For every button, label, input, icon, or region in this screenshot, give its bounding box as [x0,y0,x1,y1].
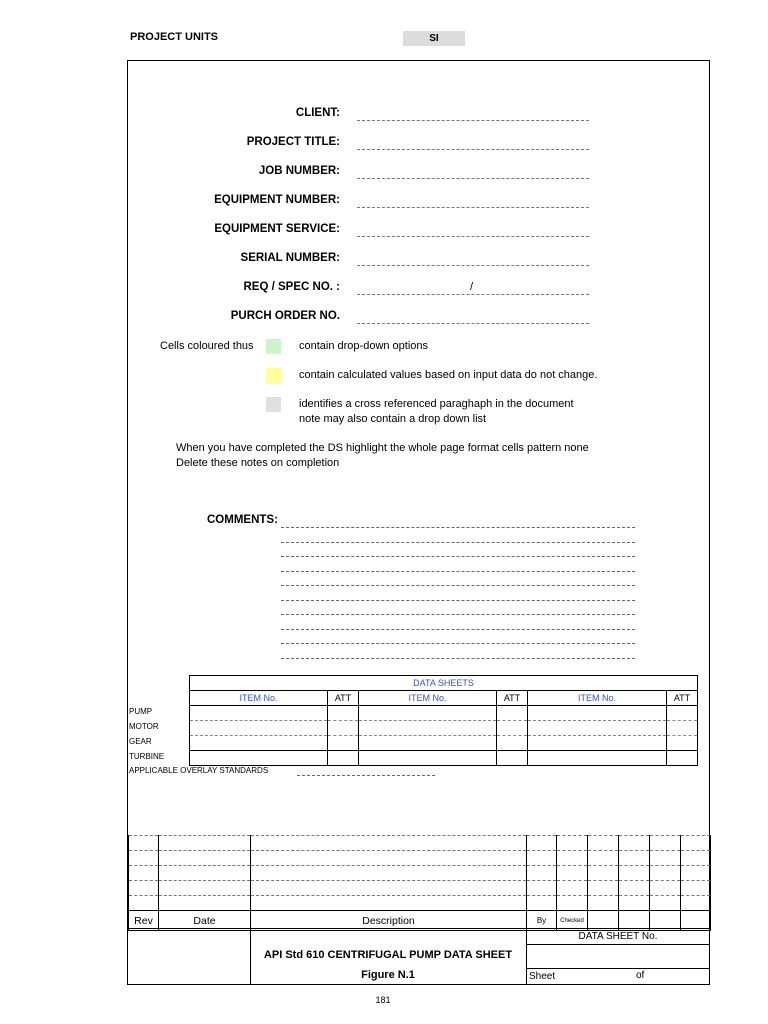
purch-order-label: PURCH ORDER NO. [230,310,340,322]
cell[interactable] [619,881,650,896]
comment-line[interactable] [281,585,635,586]
comment-line[interactable] [281,556,635,557]
serial-number-field[interactable] [357,265,589,266]
gear-row [190,736,698,751]
data-sheet-no-label: DATA SHEET No. [578,931,658,942]
data-sheets-table [189,675,698,766]
cell[interactable] [251,881,527,896]
req-spec-field[interactable] [357,294,589,295]
crossref-swatch [266,397,281,412]
gear-label: GEAR [129,737,152,746]
cell[interactable] [588,881,619,896]
cell[interactable] [190,706,328,721]
cell[interactable] [527,881,557,896]
cell[interactable] [557,896,588,911]
equipment-service-field[interactable] [357,236,589,237]
cell[interactable] [528,736,667,751]
cell[interactable] [619,836,650,851]
title-block-rule [526,944,710,945]
cell[interactable] [129,881,159,896]
by-header: By [527,911,557,931]
cell[interactable] [497,751,528,766]
req-spec-label: REQ / SPEC NO. : [243,281,340,293]
comment-line[interactable] [281,614,635,615]
equipment-service-label: EQUIPMENT SERVICE: [214,223,340,235]
description-header: Description [251,911,527,931]
comment-line[interactable] [281,571,635,572]
purch-order-field[interactable] [357,323,589,324]
cell[interactable] [681,851,711,866]
crossref-legend-text-2: note may also contain a drop down list [299,413,487,425]
title-block-top-border [128,928,710,929]
data-sheets-title: DATA SHEETS [190,676,698,691]
comment-line[interactable] [281,542,635,543]
item-no-header: ITEM No. [359,691,497,706]
equipment-number-label: EQUIPMENT NUMBER: [214,194,340,206]
job-number-field[interactable] [357,178,589,179]
serial-number-label: SERIAL NUMBER: [240,252,340,264]
cell[interactable] [588,866,619,881]
cell[interactable] [650,851,681,866]
cell[interactable] [681,881,711,896]
overlay-standards-field[interactable] [297,775,435,776]
crossref-legend-text: identifies a cross referenced paraghaph in the document [299,398,574,410]
cell[interactable] [159,866,251,881]
req-spec-separator: / [470,281,474,293]
dropdown-swatch [266,339,281,354]
overlay-standards-label: APPLICABLE OVERLAY STANDARDS [129,766,269,775]
units-select[interactable]: SI [403,31,465,46]
cell[interactable] [557,836,588,851]
cell[interactable] [528,706,667,721]
project-units-label: PROJECT UNITS [130,31,219,43]
cell[interactable] [251,836,527,851]
cell[interactable] [588,851,619,866]
job-number-label: JOB NUMBER: [258,165,340,177]
cell[interactable] [129,896,159,911]
turbine-row [190,751,698,766]
comment-line[interactable] [281,600,635,601]
revision-row [129,896,711,911]
pump-row [190,706,698,721]
page-number: 181 [375,995,391,1005]
checked-header: Checked [557,911,588,931]
cell[interactable] [528,721,667,736]
cell[interactable] [667,736,698,751]
cell[interactable] [251,851,527,866]
cell[interactable] [650,866,681,881]
cell[interactable] [667,751,698,766]
completion-note: When you have completed the DS highlight the whole page format cells pattern none [176,442,589,454]
cell[interactable] [527,851,557,866]
cell[interactable] [251,866,527,881]
cell[interactable] [497,706,528,721]
cell[interactable] [328,751,359,766]
cell[interactable] [650,881,681,896]
revision-row [129,866,711,881]
date-header: Date [159,911,251,931]
calculated-swatch [266,368,281,383]
revision-row [129,881,711,896]
figure-label: Figure N.1 [361,969,415,981]
cell[interactable] [129,866,159,881]
att-header: ATT [497,691,528,706]
item-no-header: ITEM No. [190,691,328,706]
cell[interactable] [650,896,681,911]
project-title-field[interactable] [357,149,589,150]
cell[interactable] [129,836,159,851]
comment-line[interactable] [281,527,635,528]
client-field[interactable] [357,120,589,121]
comment-line[interactable] [281,658,635,659]
delete-note: Delete these notes on completion [176,457,340,469]
cell[interactable] [328,721,359,736]
legend-prefix: Cells coloured thus [160,340,254,352]
cell[interactable] [159,881,251,896]
cell[interactable] [359,706,497,721]
rev-header: Rev [129,911,159,931]
client-label: CLIENT: [295,107,340,119]
cell[interactable] [359,751,497,766]
cell[interactable] [328,736,359,751]
att-header: ATT [328,691,359,706]
project-title-label: PROJECT TITLE: [246,136,340,148]
of-label: of [636,970,645,981]
cell[interactable] [527,896,557,911]
cell[interactable] [359,736,497,751]
cell[interactable] [557,851,588,866]
revision-table [128,835,711,931]
cell[interactable] [588,836,619,851]
cell[interactable] [497,721,528,736]
cell[interactable] [190,736,328,751]
revision-row [129,851,711,866]
cell[interactable] [497,736,528,751]
cell[interactable] [619,896,650,911]
revision-row [129,836,711,851]
cell[interactable] [528,751,667,766]
cell[interactable] [667,706,698,721]
comment-line[interactable] [281,643,635,644]
cell[interactable] [251,896,527,911]
item-no-header: ITEM No. [528,691,667,706]
cell[interactable] [681,836,711,851]
turbine-label: TURBINE [129,752,165,761]
cell[interactable] [619,866,650,881]
att-header: ATT [667,691,698,706]
cell[interactable] [159,851,251,866]
motor-row [190,721,698,736]
comments-label: COMMENTS: [207,514,278,526]
cell[interactable] [328,706,359,721]
cell[interactable] [667,721,698,736]
cell[interactable] [619,851,650,866]
cell[interactable] [527,866,557,881]
cell[interactable] [190,751,328,766]
cell[interactable] [359,721,497,736]
motor-label: MOTOR [129,722,159,731]
sheet-label: Sheet [529,971,556,982]
cell[interactable] [588,896,619,911]
cell[interactable] [527,836,557,851]
cell[interactable] [129,851,159,866]
calculated-legend-text: contain calculated values based on input data do not change. [299,369,598,381]
cell[interactable] [681,896,711,911]
cell[interactable] [159,896,251,911]
equipment-number-field[interactable] [357,207,589,208]
cell[interactable] [557,866,588,881]
cell[interactable] [650,836,681,851]
cell[interactable] [190,721,328,736]
cell[interactable] [159,836,251,851]
cell[interactable] [557,881,588,896]
cell[interactable] [681,866,711,881]
pump-label: PUMP [129,707,153,716]
datasheet-title: API Std 610 CENTRIFUGAL PUMP DATA SHEET [263,949,513,961]
comment-line[interactable] [281,629,635,630]
title-block-rule [526,968,710,969]
dropdown-legend-text: contain drop-down options [299,340,429,352]
